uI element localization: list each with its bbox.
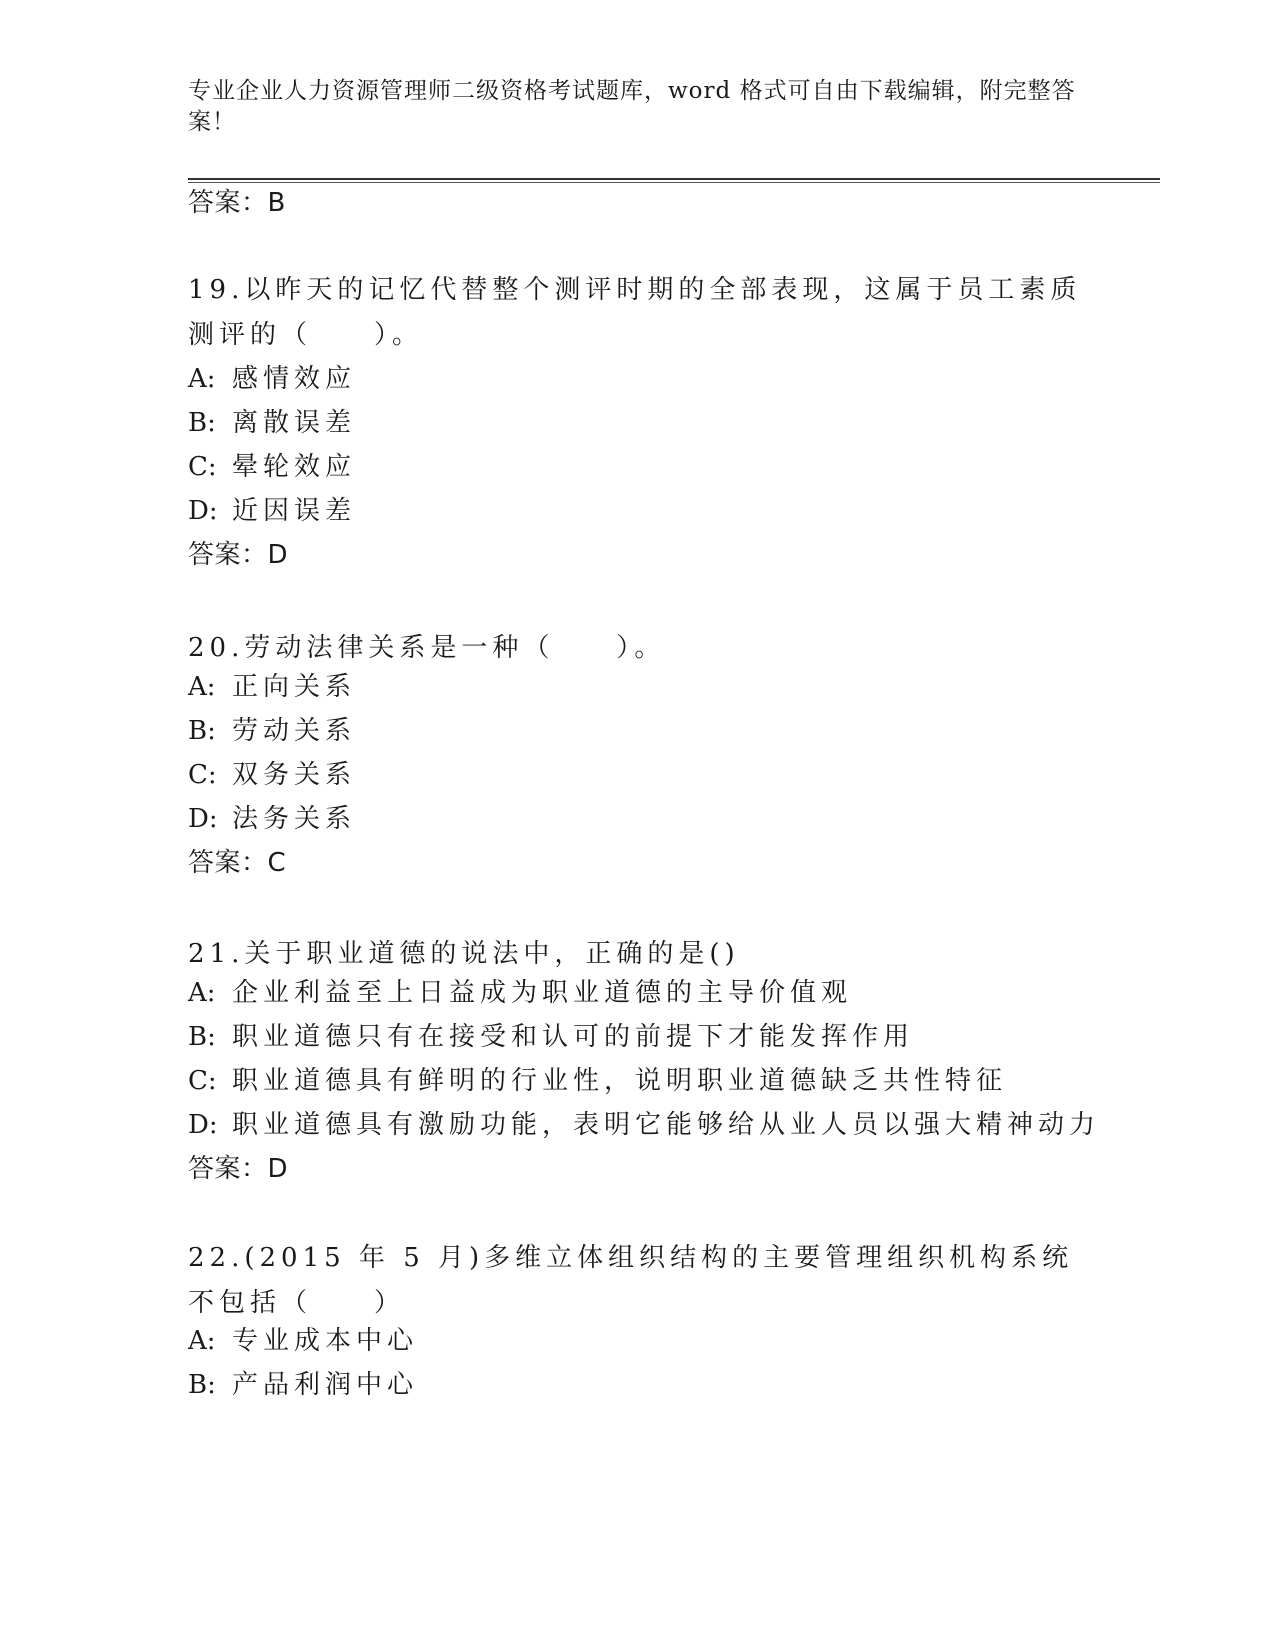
option-text: 法务关系 [232, 804, 357, 834]
option-letter: C: [188, 760, 217, 790]
option-letter: B: [188, 408, 216, 438]
option-text: 晕轮效应 [232, 452, 357, 482]
q22-option-b [188, 1368, 418, 1402]
option-text: 企业利益至上日益成为职业道德的主导价值观 [232, 978, 853, 1008]
question-22: 22.(2015 年 5 月)多维立体组织结构的主要管理组织机构系统不包括（ ） [188, 1243, 1074, 1318]
option-text: 双务关系 [232, 760, 357, 790]
option-letter: C: [188, 452, 217, 482]
q21-option-d [188, 1108, 1100, 1142]
q20-option-b [188, 714, 356, 748]
option-text: 离散误差 [232, 408, 357, 438]
option-letter: B: [188, 716, 216, 746]
q21-option-a [188, 976, 852, 1010]
answer-20: 答案：C [188, 848, 287, 878]
q19-option-c [188, 450, 356, 484]
q19-option-d [188, 494, 356, 528]
option-text: 劳动关系 [232, 716, 357, 746]
option-letter: A: [188, 1326, 216, 1356]
q22-option-a [188, 1324, 418, 1358]
q20-option-d [188, 802, 356, 836]
option-letter: A: [188, 672, 216, 702]
answer-18: 答案：B [188, 188, 286, 218]
option-letter: D: [188, 1110, 218, 1140]
q20-option-c [188, 758, 356, 792]
option-text: 专业成本中心 [232, 1326, 419, 1356]
question-19: 19.以昨天的记忆代替整个测评时期的全部表现，这属于员工素质测评的（ ）。 [188, 275, 1082, 350]
option-letter: B: [188, 1022, 216, 1052]
option-text: 近因误差 [232, 496, 357, 526]
option-letter: A: [188, 364, 216, 394]
q21-option-b [188, 1020, 914, 1054]
q19-option-a [188, 362, 356, 396]
option-letter: A: [188, 978, 216, 1008]
question-20: 20.劳动法律关系是一种（ ）。 [188, 633, 666, 663]
q20-option-a [188, 670, 356, 704]
answer-21: 答案：D [188, 1154, 289, 1184]
answer-19: 答案：D [188, 540, 289, 570]
q19-option-b [188, 406, 356, 440]
option-text: 职业道德具有激励功能，表明它能够给从业人员以强大精神动力 [232, 1110, 1101, 1140]
q21-option-c [188, 1064, 1007, 1098]
option-text: 感情效应 [232, 364, 357, 394]
header-note: 专业企业人力资源管理师二级资格考试题库，word 格式可自由下载编辑，附完整答案！ [188, 78, 1076, 135]
option-text: 产品利润中心 [232, 1370, 419, 1400]
option-text: 正向关系 [232, 672, 357, 702]
option-letter: C: [188, 1066, 217, 1096]
option-text: 职业道德只有在接受和认可的前提下才能发挥作用 [232, 1022, 915, 1052]
option-text: 职业道德具有鲜明的行业性，说明职业道德缺乏共性特征 [232, 1066, 1008, 1096]
option-letter: D: [188, 496, 218, 526]
option-letter: D: [188, 804, 218, 834]
header-divider-thin [188, 182, 1160, 183]
question-21: 21.关于职业道德的说法中，正确的是() [188, 939, 740, 969]
option-letter: B: [188, 1370, 216, 1400]
header-divider [188, 178, 1160, 180]
